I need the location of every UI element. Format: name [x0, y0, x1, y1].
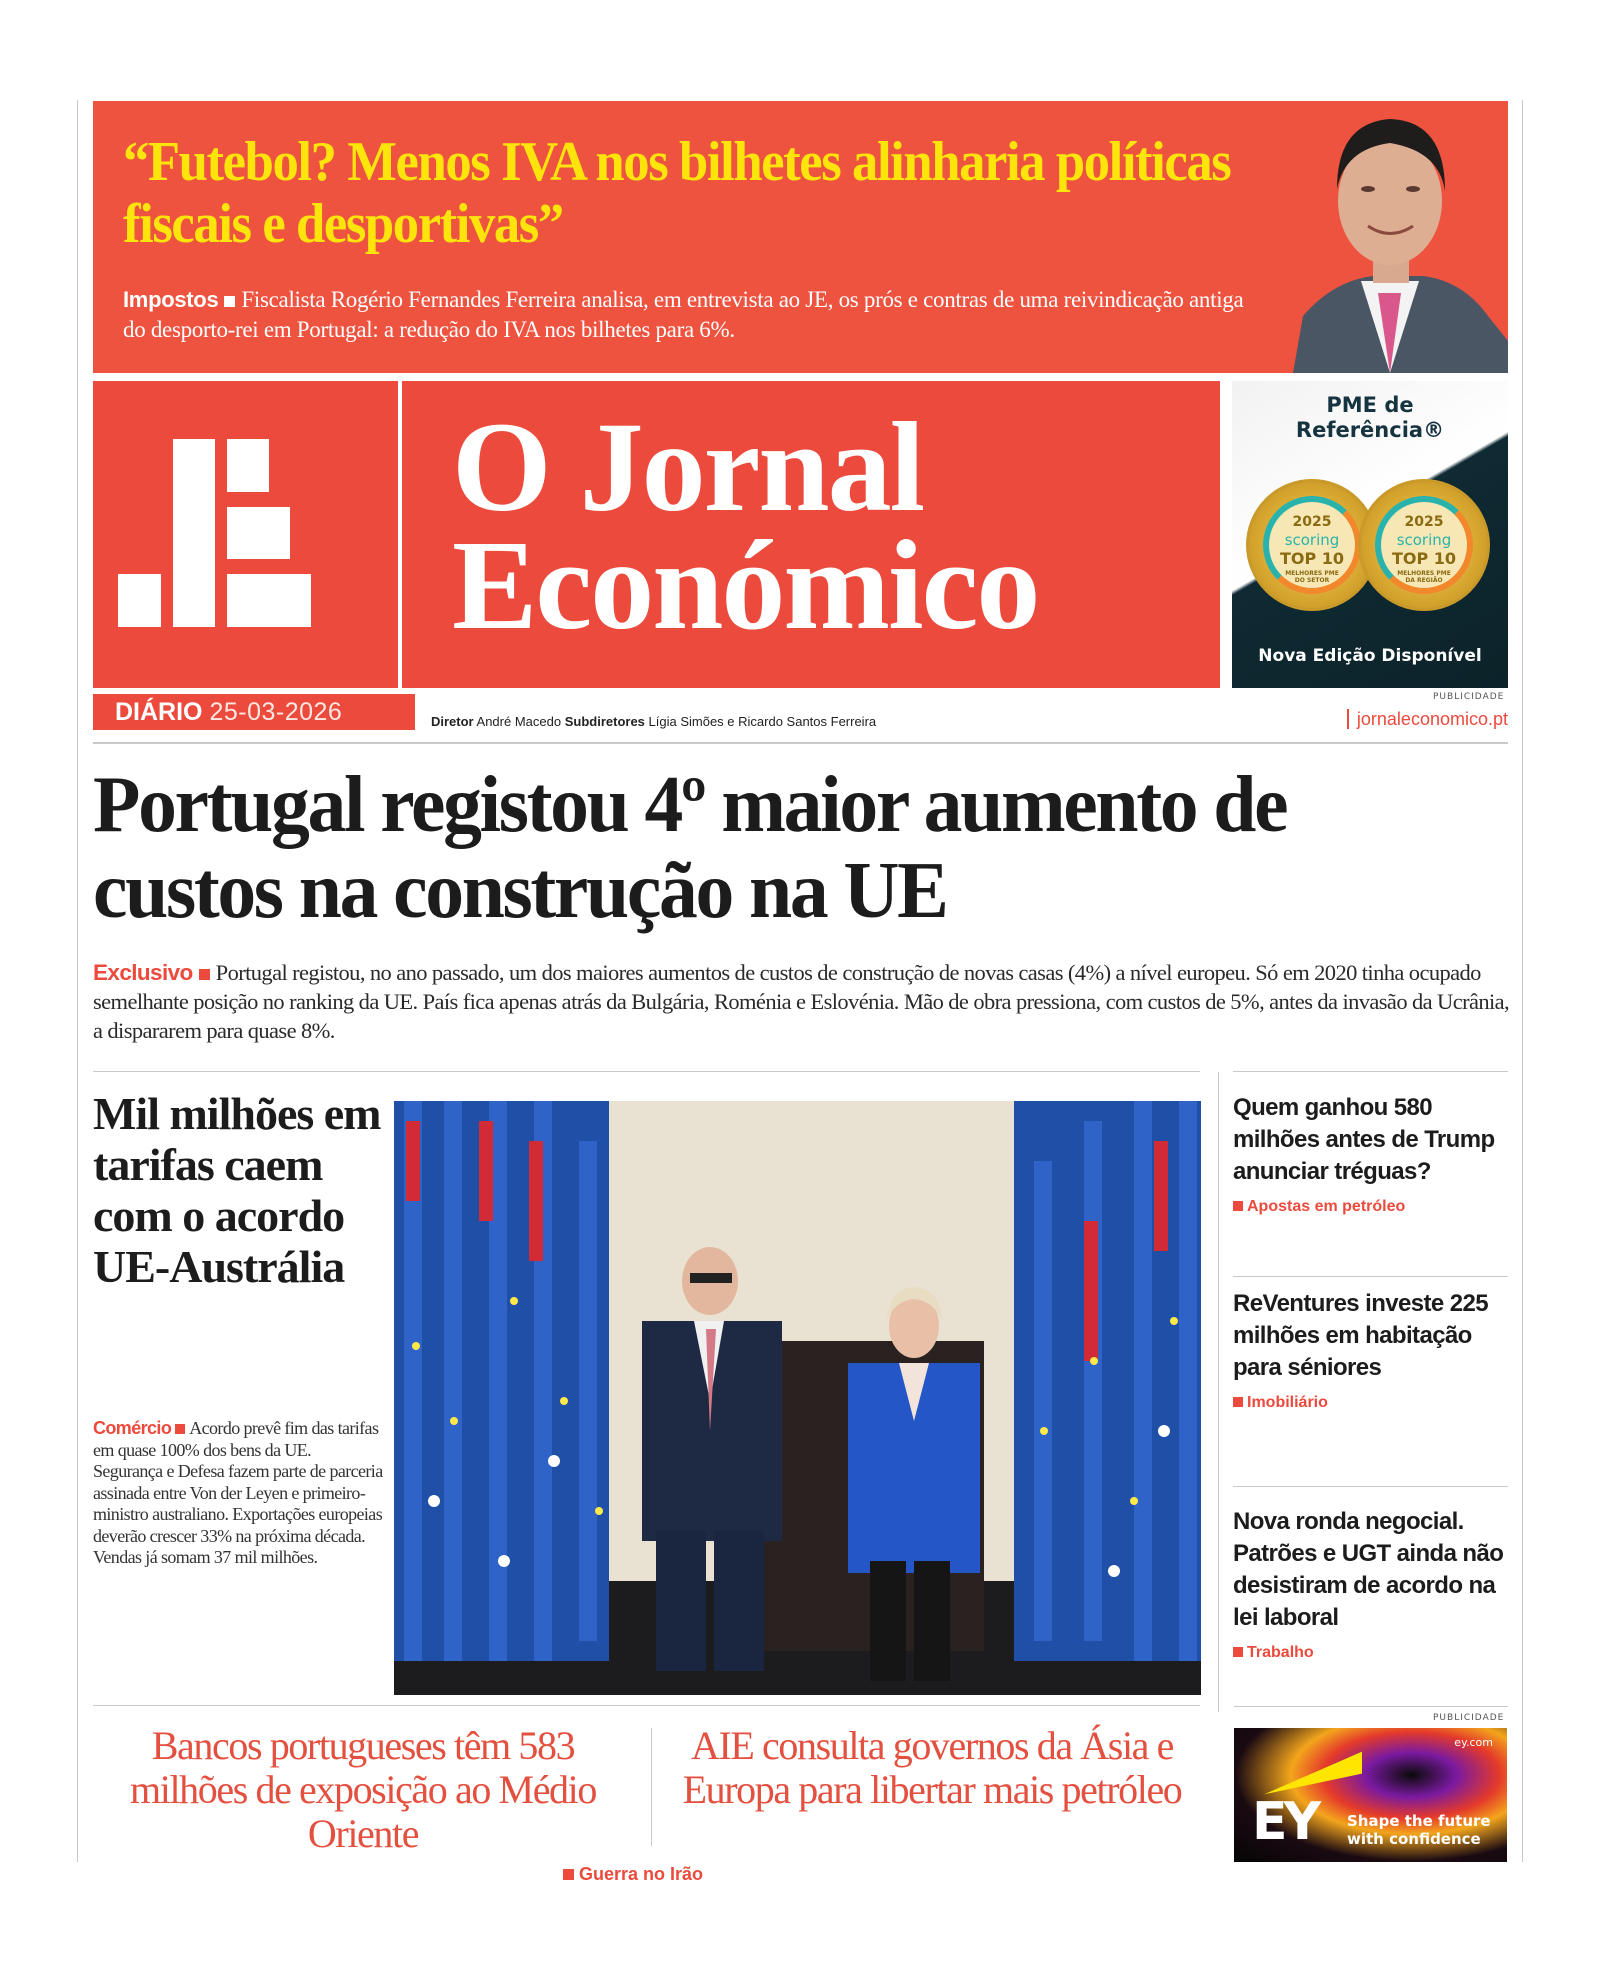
sidebar-tag — [1233, 1198, 1508, 1216]
sidebar-tag-text: Imobiliário — [1247, 1394, 1328, 1411]
sidebar-tag — [1233, 1644, 1508, 1662]
ey-tagline-line2: with confidence — [1347, 1830, 1481, 1848]
top-banner-story[interactable] — [93, 101, 1508, 373]
story2-headline[interactable]: Mil milhões em tarifas caem com o acordo UE-Austrália — [93, 1088, 381, 1292]
bottom-teaser-2[interactable]: AIE consulta governos da Ásia e Europa para libertar mais petróleo — [682, 1723, 1182, 1812]
sidebar-story-1[interactable] — [1233, 1092, 1508, 1216]
pme-ad-title-line2: Referência® — [1295, 418, 1445, 442]
divider — [1233, 1276, 1508, 1277]
ey-advertisement[interactable] — [1234, 1728, 1507, 1862]
bullet-square-icon — [199, 969, 210, 980]
bullet-square-icon — [1233, 1397, 1243, 1407]
scoring-seal-region-icon — [1358, 479, 1490, 611]
sidebar-headline: ReVentures investe 225 milhões em habitação para séniores — [1233, 1290, 1488, 1381]
deputies-label: Subdiretores — [564, 714, 645, 729]
lead-deck-text: Portugal registou, no ano passado, um dos maiores aumentos de custos de construção de novas casas (4%) a nível europeu. Só em 2020 tinha ocupado semelhante posição no ranking da UE. País fica apenas atrás da Bulgária, Roménia e Eslovénia. Mão de obra pressiona, com custos de 5%, antes da invasão da Ucrânia, a dispararem para quase 8%. — [93, 960, 1510, 1043]
sidebar-story-3[interactable] — [1233, 1506, 1508, 1662]
lead-kicker: Exclusivo — [93, 960, 193, 985]
logo-bar-block — [173, 439, 215, 627]
website-link[interactable]: jornaleconomico.pt — [1347, 709, 1508, 729]
story2-body — [93, 1418, 383, 1569]
banner-kicker: Impostos — [123, 287, 219, 312]
portrait-photo — [1273, 101, 1508, 373]
je-logo[interactable] — [93, 381, 398, 688]
sidebar-story-2[interactable] — [1233, 1288, 1508, 1412]
banner-headline: “Futebol? Menos IVA nos bilhetes alinharia políticas fiscais e desportivas” — [123, 131, 1231, 255]
page-border-left — [77, 100, 78, 1862]
seal-year: 2025 — [1292, 514, 1332, 530]
logo-top-block — [227, 439, 269, 492]
pme-advertisement[interactable] — [1232, 381, 1508, 688]
director-label: Diretor — [431, 714, 474, 729]
column-divider — [1218, 1072, 1219, 1712]
seal-brand: scoring — [1284, 531, 1340, 549]
logo-bottom-block — [227, 574, 311, 627]
sidebar-headline: Nova ronda negocial. Patrões e UGT ainda não desistiram de acordo na lei laboral — [1233, 1508, 1504, 1631]
seal-sub-line2: DA REGIÃO — [1405, 577, 1443, 584]
bullet-square-icon — [224, 296, 235, 307]
bottom-teaser-1[interactable]: Bancos portugueses têm 583 milhões de exposição ao Médio Oriente — [130, 1723, 596, 1856]
pme-ad-title-line1: PME de — [1326, 393, 1414, 417]
edition-date-bar — [93, 694, 415, 730]
ey-tagline-line1: Shape the future — [1347, 1812, 1491, 1830]
bottom-section-tag — [563, 1864, 703, 1885]
divider — [1234, 1706, 1508, 1707]
story2-body-text: Acordo prevê fim das tarifas em quase 100% dos bens da UE. Segurança e Defesa fazem parte de parceria assinada entre Von der Leyen e primeiro-ministro australiano. Exportações europeias deverão crescer 33% na próxima década. Vendas já somam 37 mil milhões. — [93, 1418, 383, 1567]
bottom-tag-text: Guerra no Irão — [579, 1864, 704, 1884]
divider — [93, 742, 1508, 744]
seal-ring — [1263, 496, 1361, 594]
advertising-label: PUBLICIDADE — [1433, 692, 1505, 702]
bullet-square-icon — [175, 1424, 185, 1434]
pme-ad-footer: Nova Edição Disponível — [1258, 646, 1482, 666]
seal-top10: TOP 10 — [1391, 549, 1457, 568]
seal-brand: scoring — [1396, 531, 1452, 549]
banner-deck-text: Fiscalista Rogério Fernandes Ferreira analisa, em entrevista ao JE, os prós e contras de uma reivindicação antiga do desporto-rei em Portugal: a redução do IVA nos bilhetes para 6%. — [123, 287, 1244, 342]
ey-ad-tagline — [1347, 1812, 1491, 1848]
lead-headline[interactable]: Portugal registou 4º maior aumento de custos na construção na UE — [93, 761, 1287, 935]
sidebar-tag-text: Apostas em petróleo — [1247, 1198, 1406, 1215]
bullet-square-icon — [1233, 1201, 1243, 1211]
banner-deck — [123, 285, 1263, 345]
edition-date: 25-03-2026 — [209, 698, 343, 726]
logo-dot-block — [118, 574, 161, 627]
deputies-names: Lígia Simões e Ricardo Santos Ferreira — [648, 714, 877, 729]
sidebar-tag-text: Trabalho — [1247, 1644, 1314, 1661]
seal-ring — [1375, 496, 1473, 594]
masthead-title[interactable] — [402, 381, 1220, 688]
pme-ad-title — [1232, 393, 1508, 443]
director-name: André Macedo — [476, 714, 562, 729]
edition-type: DIÁRIO — [115, 698, 203, 726]
bullet-square-icon — [1233, 1647, 1243, 1657]
seal-top10: TOP 10 — [1279, 549, 1345, 568]
sidebar-headline: Quem ganhou 580 milhões antes de Trump anunciar tréguas? — [1233, 1094, 1495, 1185]
divider — [93, 1705, 1200, 1706]
ey-beam-icon — [1264, 1752, 1362, 1795]
sidebar-tag — [1233, 1394, 1508, 1412]
bullet-square-icon — [563, 1869, 574, 1880]
lead-deck — [93, 958, 1513, 1045]
logo-middle-block — [227, 507, 290, 559]
ey-logo: EY — [1252, 1792, 1318, 1852]
teaser-divider — [651, 1728, 652, 1846]
ey-ad-url: ey.com — [1454, 1736, 1493, 1749]
seal-sub-line1: MELHORES PME — [1285, 570, 1339, 577]
seal-sub-line2: DO SETOR — [1294, 577, 1330, 584]
staff-credits — [431, 714, 876, 729]
seal-sub — [1381, 570, 1467, 584]
advertising-label: PUBLICIDADE — [1433, 1713, 1505, 1723]
divider — [1233, 1071, 1508, 1072]
story2-photo[interactable] — [394, 1101, 1201, 1695]
masthead-line-1: O Jornal — [452, 396, 924, 538]
seal-year: 2025 — [1404, 514, 1444, 530]
seal-sub — [1269, 570, 1355, 584]
divider — [1233, 1486, 1508, 1487]
seal-sub-line1: MELHORES PME — [1397, 570, 1451, 577]
masthead-line-2: Económico — [452, 514, 1039, 656]
divider — [93, 1071, 1200, 1072]
page-border-right — [1522, 100, 1523, 1862]
story2-kicker: Comércio — [93, 1418, 172, 1438]
